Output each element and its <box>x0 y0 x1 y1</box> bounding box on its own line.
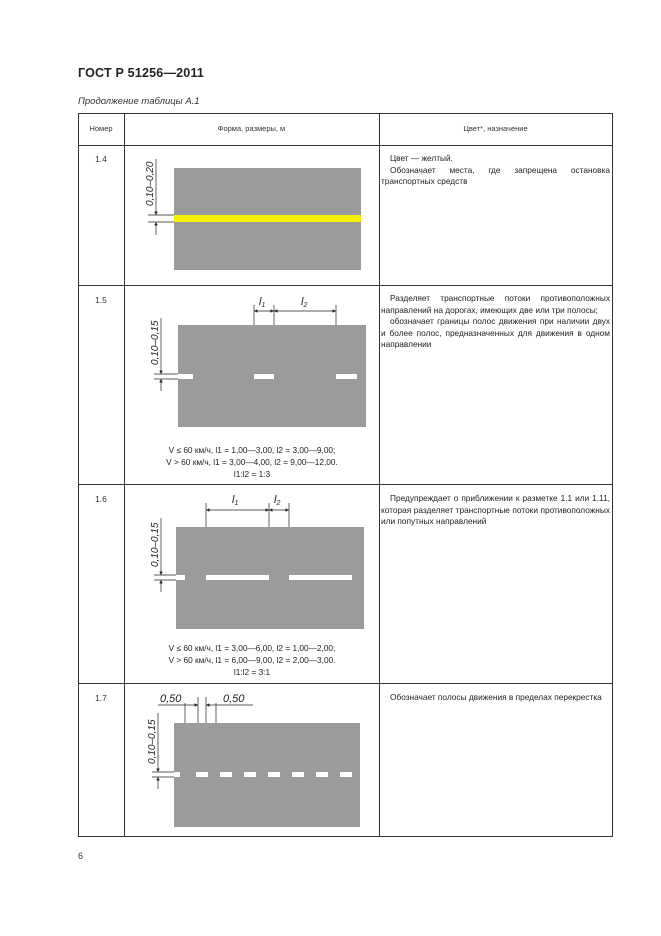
formula-line: V > 60 км/ч, l1 = 3,00—4,00, l2 = 9,00—12,00. <box>166 456 338 467</box>
formula-line: l1:l2 = 1:3 <box>233 468 271 479</box>
description-line: обозначает границы полос движения при наличии двух и более полос, предназначенных для движения в одном направлении <box>381 316 610 349</box>
dash-segment <box>174 772 180 777</box>
l2-label <box>301 296 307 309</box>
dash-segment <box>206 575 269 580</box>
column-header-purpose: Цвет*, назначение <box>463 124 528 133</box>
description-line: Обозначает полосы движения в пределах перекрестка <box>390 692 602 702</box>
l2-subscript: 2 <box>303 302 308 309</box>
column-header-shape: Форма, размеры, м <box>217 124 286 133</box>
dash-segment <box>268 772 280 777</box>
dash-segment <box>176 575 185 580</box>
l2-subscript: 2 <box>276 500 281 507</box>
formula-line: V ≤ 60 км/ч, l1 = 3,00—6,00, l2 = 1,00—2,00; <box>168 643 336 653</box>
markings-table <box>78 113 613 837</box>
dimension-label: 0,10–0,20 <box>145 161 156 206</box>
row-number: 1.7 <box>95 693 107 703</box>
table-caption: Продолжение таблицы А.1 <box>78 96 200 107</box>
formula-line: V ≤ 60 км/ч, l1 = 1,00—3,00, l2 = 3,00—9,00; <box>168 445 336 455</box>
l1-subscript: 1 <box>261 302 266 309</box>
row-number: 1.5 <box>95 295 107 305</box>
dash-segment <box>336 374 357 379</box>
figure-1-4 <box>145 159 361 270</box>
description-line: Разделяет транспортные потоки противоположных направлений на дорогах, имеющих две или три полосы; <box>381 293 610 315</box>
markings-figures <box>78 113 613 837</box>
l1-label <box>232 494 238 507</box>
document-title: ГОСТ Р 51256—2011 <box>78 66 205 80</box>
page-number: 6 <box>78 851 84 861</box>
l2-letter: l <box>274 494 277 506</box>
dimension-label-b: 0,50 <box>223 693 245 705</box>
figure-1-7 <box>147 693 360 827</box>
description-line: Обозначает места, где запрещена остановка транспортных средств <box>381 164 610 186</box>
dash-segment <box>178 374 193 379</box>
formula-line: l1:l2 = 3:1 <box>233 666 271 677</box>
dash-segment <box>254 374 274 379</box>
row-number: 1.4 <box>95 154 107 164</box>
dash-segment <box>289 575 352 580</box>
description-line: Цвет — желтый. <box>390 153 453 163</box>
l1-letter: l <box>259 296 262 308</box>
dimension-label: 0,10–0,15 <box>150 522 161 567</box>
dash-segment <box>340 772 352 777</box>
column-header-number: Номер <box>89 124 113 133</box>
l2-letter: l <box>301 296 304 308</box>
l2-label <box>274 494 280 507</box>
yellow-solid-line <box>174 215 361 222</box>
dimension-label: 0,10–0,15 <box>150 320 161 365</box>
l1-letter: l <box>232 494 235 506</box>
row-number: 1.6 <box>95 494 107 504</box>
dimension-label-a: 0,50 <box>160 693 182 705</box>
l1-label <box>259 296 265 309</box>
dimension-label: 0,10–0,15 <box>147 719 158 764</box>
dash-segment <box>292 772 304 777</box>
figure-1-5 <box>150 296 366 427</box>
dash-segment <box>244 772 256 777</box>
dash-segment <box>316 772 328 777</box>
formula-line: V > 60 км/ч, l1 = 6,00—9,00, l2 = 2,00—3,00. <box>168 654 336 665</box>
figure-1-6 <box>150 494 364 629</box>
l1-subscript: 1 <box>234 500 239 507</box>
dash-segment <box>196 772 208 777</box>
dash-segment <box>220 772 232 777</box>
description-line: Предупреждает о приближении к разметке 1.1 или 1.11, которая разделяет транспортные потоки противоположных или попутных направлений <box>381 493 610 526</box>
